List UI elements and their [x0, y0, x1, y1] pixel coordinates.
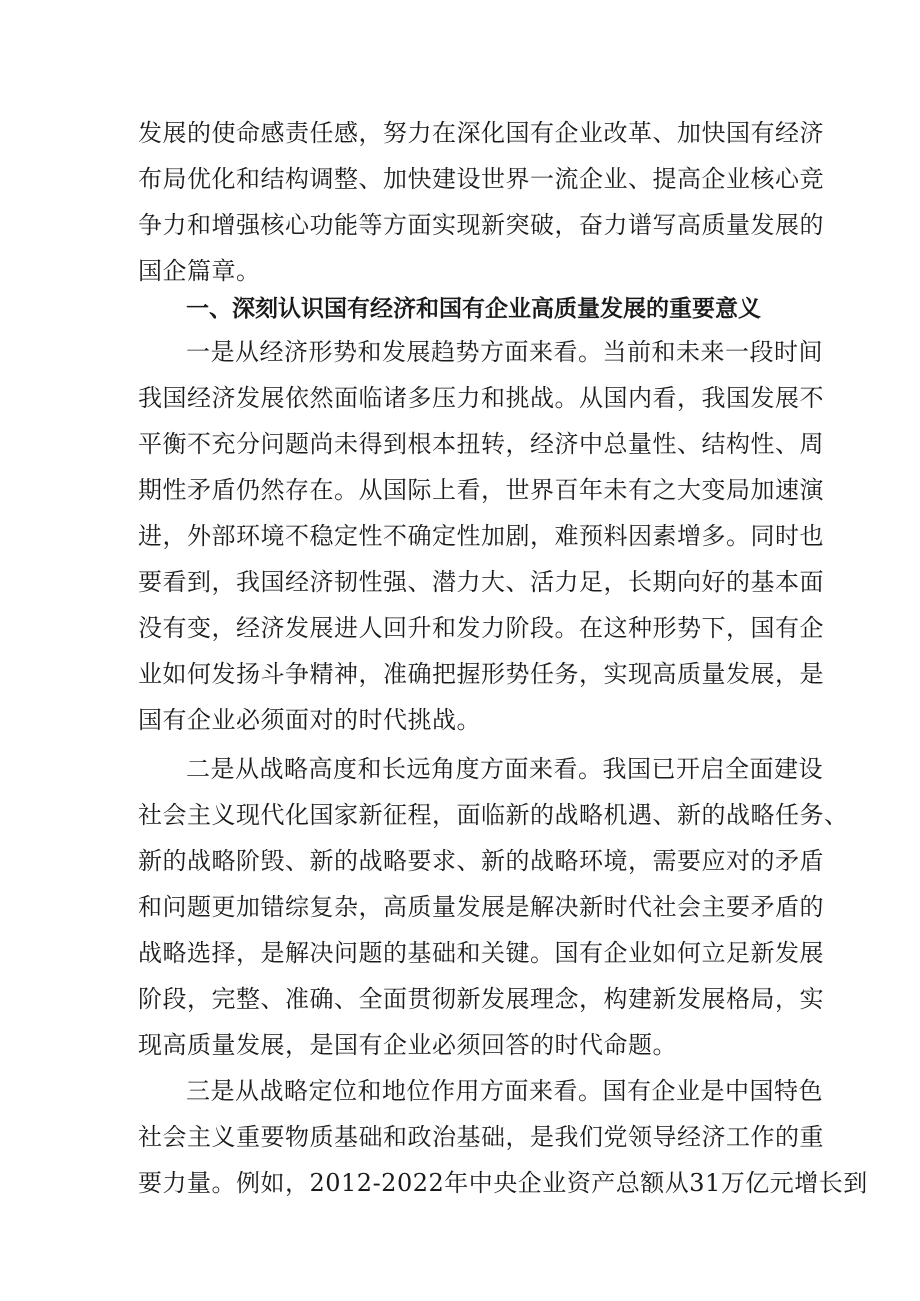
text-line: 进，外部环境不稳定性不确定性加剧，难预料因素增多。同时也 — [138, 522, 824, 550]
text-line: 布局优化和结构调整、加快建设世界一流企业、提高企业核心竞 — [138, 165, 824, 193]
text-line: 阶段，完整、准确、全面贯彻新发展理念，构建新发展格局，实 — [138, 985, 824, 1013]
text-line: 要看到，我国经济韧性强、潜力大、活力足，长期向好的基本面 — [138, 568, 824, 596]
text-line: 社会主义现代化国家新征程，面临新的战略机遇、新的战略任务、 — [138, 801, 849, 829]
text-line: 三是从战略定位和地位作用方面来看。国有企业是中国特色 — [186, 1077, 823, 1105]
text-line: 新的战略阶毁、新的战略要求、新的战略环境，需要应对的矛盾 — [138, 847, 824, 875]
text-line: 期性矛盾仍然存在。从国际上看，世界百年未有之大变局加速演 — [138, 476, 824, 504]
text-line: 二是从战略高度和长远角度方面来看。我国已开启全面建设 — [186, 755, 823, 783]
text-line: 战略选择，是解决问题的基础和关键。国有企业如何立足新发展 — [138, 939, 824, 967]
text-line: 发展的使命感责任感，努力在深化国有企业改革、加快国有经济 — [138, 119, 824, 147]
text-line: 平衡不充分问题尚未得到根本扭转，经济中总量性、结构性、周 — [138, 430, 824, 458]
text-line: 没有变，经济发展进人回升和发力阶段。在这种形势下，国有企 — [138, 614, 824, 642]
section-heading: 一、深刻认识国有经济和国有企业高质量发展的重要意义 — [186, 296, 761, 322]
text-line: 和问题更加错综复杂，高质量发展是解决新时代社会主要矛盾的 — [138, 893, 824, 921]
text-line: 社会主义重要物质基础和政治基础，是我们党领导经济工作的重 — [138, 1123, 824, 1151]
text-line: 国有企业必须面对的时代挑战。 — [138, 706, 481, 734]
text-line: 国企篇章。 — [138, 257, 261, 285]
text-line: 现高质量发展，是国有企业必须回答的时代命题。 — [138, 1031, 677, 1059]
text-line: 我国经济发展依然面临诸多压力和挑战。从国内看，我国发展不 — [138, 384, 824, 412]
text-line: 争力和增强核心功能等方面实现新突破，奋力谱写高质量发展的 — [138, 211, 824, 239]
text-line: 业如何发扬斗争精神，准确把握形势任务，实现高质量发展，是 — [138, 660, 824, 688]
text-line: 要力量。例如，2012-2022年中央企业资产总额从31万亿元增长到 — [138, 1169, 868, 1197]
text-line: 一是从经济形势和发展趋势方面来看。当前和未来一段时间 — [186, 338, 823, 366]
